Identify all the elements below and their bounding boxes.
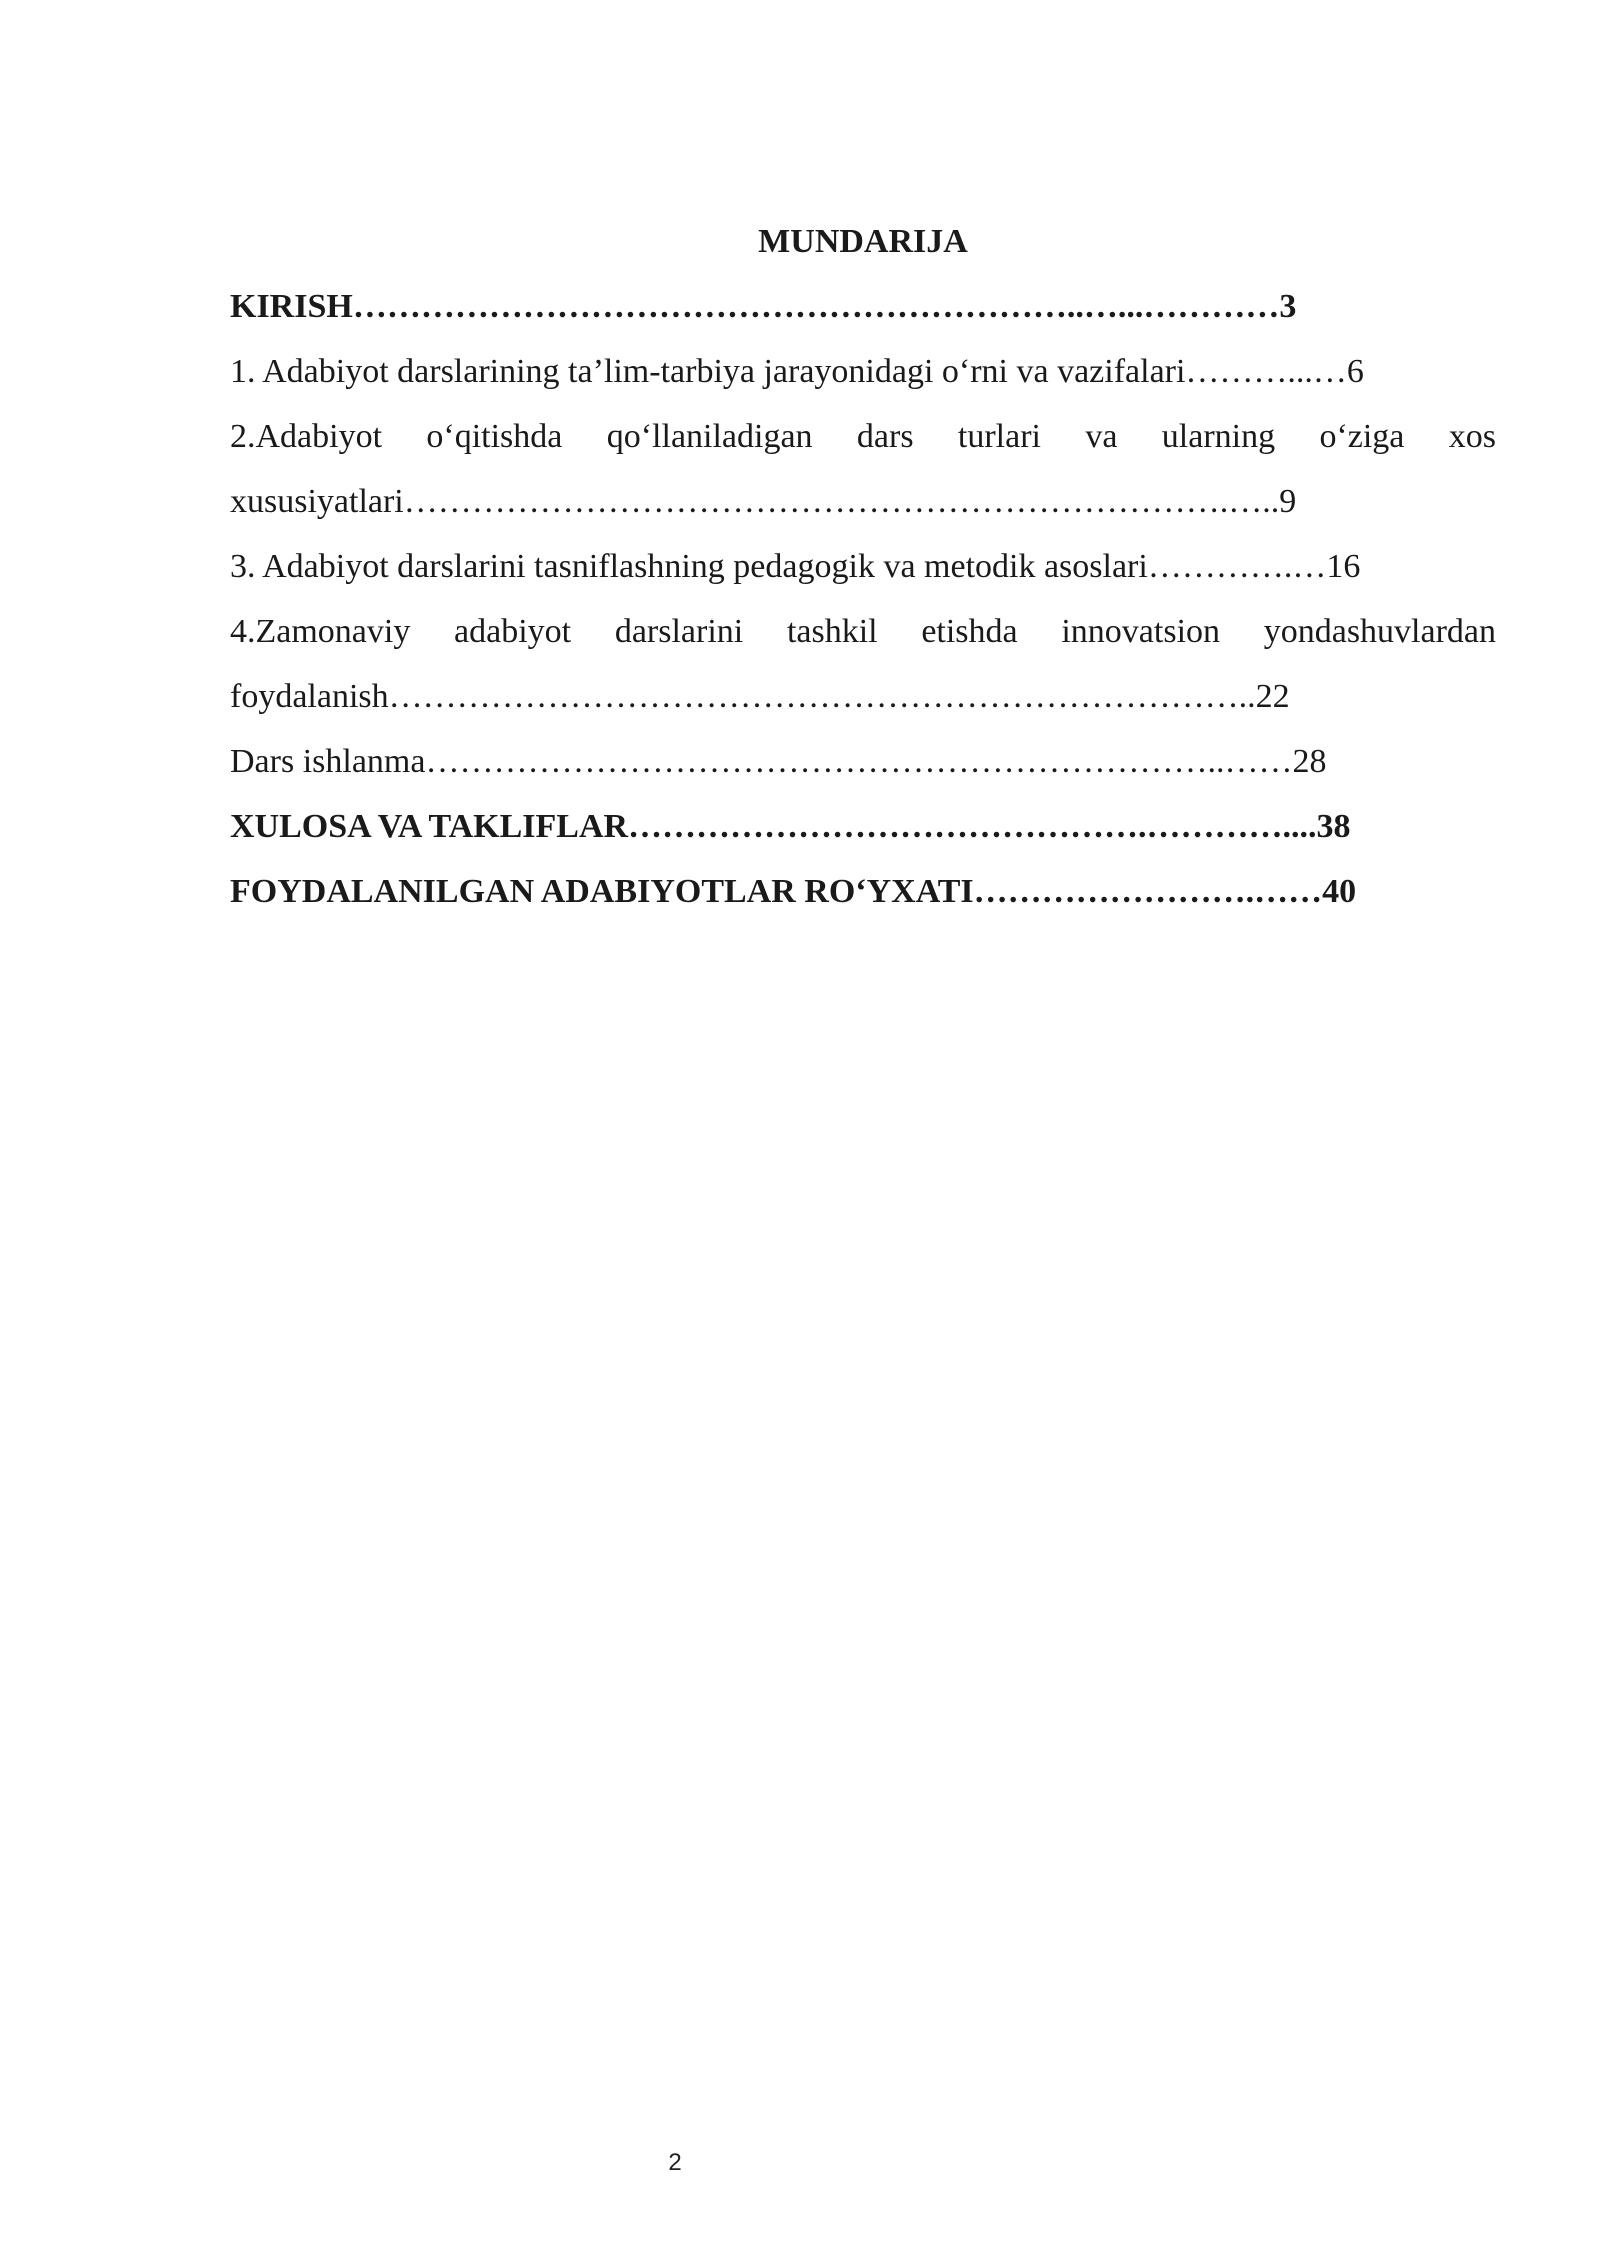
toc-entry-3: 3. Adabiyot darslarini tasniflashning pedagogik va metodik asoslari………….…16 xyxy=(230,548,1361,585)
toc-entry-1: 1. Adabiyot darslarining ta’lim-tarbiya jarayonidagi o‘rni va vazifalari………...…6 xyxy=(230,353,1364,390)
toc-entry-4-line-1: 4.Zamonaviy adabiyot darslarini tashkil etishda innovatsion yondashuvlardan xyxy=(230,613,1496,650)
toc-entry-adabiyotlar: FOYDALANILGAN ADABIYOTLAR RO‘YXATI…………………….……40 xyxy=(230,873,1357,910)
toc-entry-2-line-2: xususiyatlari……………………………………………………………….…..9 xyxy=(230,483,1297,520)
toc-entry-2-line-1: 2.Adabiyot o‘qitishda qo‘llaniladigan dars turlari va ularning o‘ziga xos xyxy=(230,418,1496,455)
toc-entry-dars-ishlanma: Dars ishlanma……………………………………………………………..……28 xyxy=(230,743,1327,780)
toc-entry-kirish: KIRISH………………………………………………………..…...…………3 xyxy=(230,288,1297,325)
page-number: 2 xyxy=(668,2149,682,2176)
table-of-contents xyxy=(230,210,1496,924)
toc-entry-4-line-2: foydalanish…………………………………………………………………..22 xyxy=(230,678,1290,715)
toc-entry-xulosa: XULOSA VA TAKLIFLAR……………………………………….…………....38 xyxy=(230,808,1351,845)
toc-title: MUNDARIJA xyxy=(758,223,968,260)
